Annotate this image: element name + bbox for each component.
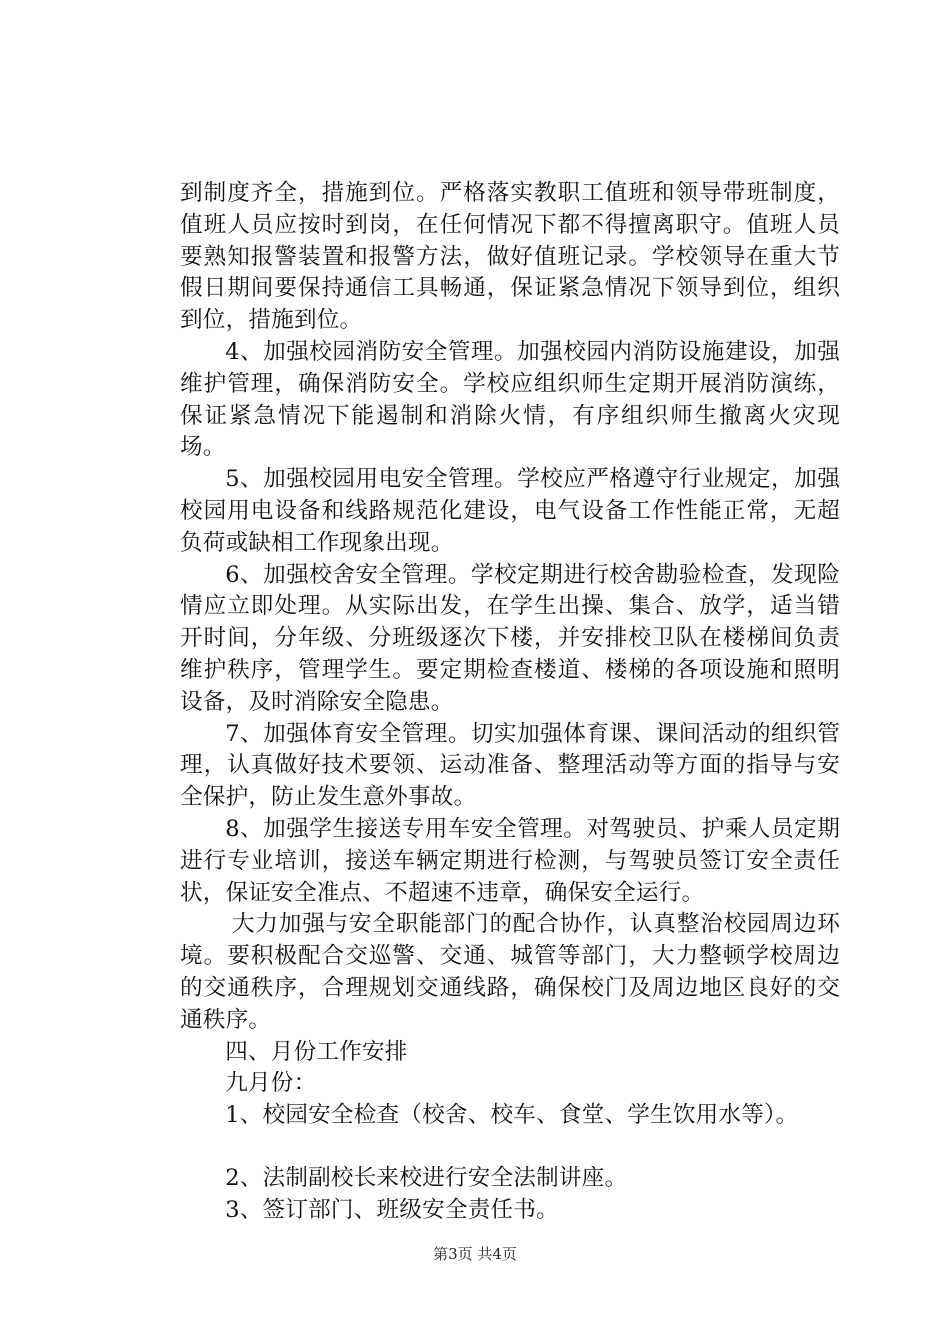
list-item-responsibility-letter: 3、签订部门、班级安全责任书。 [225, 1196, 559, 1223]
paragraph-duty-system: 到制度齐全，措施到位。严格落实教职工值班和领导带班制度，值班人员应按时到岗，在任何情况下都不得擅离职守。值班人员要熟知报警装置和报警方法，做好值班记录。学校领导在重大节假日期间要保持通信工具畅通，保证紧急情况下领导到位，组织到位，措施到位。 [180, 180, 840, 334]
paragraph-fire-safety: 4、加强校园消防安全管理。加强校园内消防设施建设，加强维护管理，确保消防安全。学校应组织师生定期开展消防演练，保证紧急情况下能遏制和消除火情，有序组织师生撤离火灾现场。 [180, 338, 840, 461]
section-heading-monthly-plan: 四、月份工作安排 [225, 1038, 408, 1065]
page-number-footer: 第3页 共4页 [433, 1245, 517, 1263]
document-body [180, 178, 840, 1227]
month-heading-september: 九月份： [225, 1070, 317, 1097]
paragraph-school-bus-safety: 8、加强学生接送专用车安全管理。对驾驶员、护乘人员定期进行专业培训，接送车辆定期进行检测，与驾驶员签订安全责任状，保证安全准点、不超速不违章，确保安全运行。 [180, 815, 840, 906]
paragraph-cooperation: 大力加强与安全职能部门的配合协作，认真整治校园周边环境。要积极配合交巡警、交通、城管等部门，大力整顿学校周边的交通秩序，合理规划交通线路，确保校门及周边地区良好的交通秩序。 [180, 911, 840, 1033]
paragraph-sports-safety: 7、加强体育安全管理。切实加强体育课、课间活动的组织管理，认真做好技术要领、运动准备、整理活动等方面的指导与安全保护，防止发生意外事故。 [180, 720, 840, 811]
list-item-legal-lecture: 2、法制副校长来校进行安全法制讲座。 [225, 1164, 628, 1191]
list-item-safety-inspection: 1、校园安全检查（校舍、校车、食堂、学生饮用水等）。 [225, 1102, 799, 1129]
paragraph-electric-safety: 5、加强校园用电安全管理。学校应严格遵守行业规定，加强校园用电设备和线路规范化建设，电气设备工作性能正常，无超负荷或缺相工作现象出现。 [180, 466, 840, 556]
paragraph-building-safety: 6、加强校舍安全管理。学校定期进行校舍勘验检查，发现险情应立即处理。从实际出发，在学生出操、集合、放学，适当错开时间，分年级、分班级逐次下楼，并安排校卫队在楼梯间负责维护秩序，管理学生。要定期检查楼道、楼梯的各项设施和照明设备，及时消除安全隐患。 [180, 561, 840, 715]
